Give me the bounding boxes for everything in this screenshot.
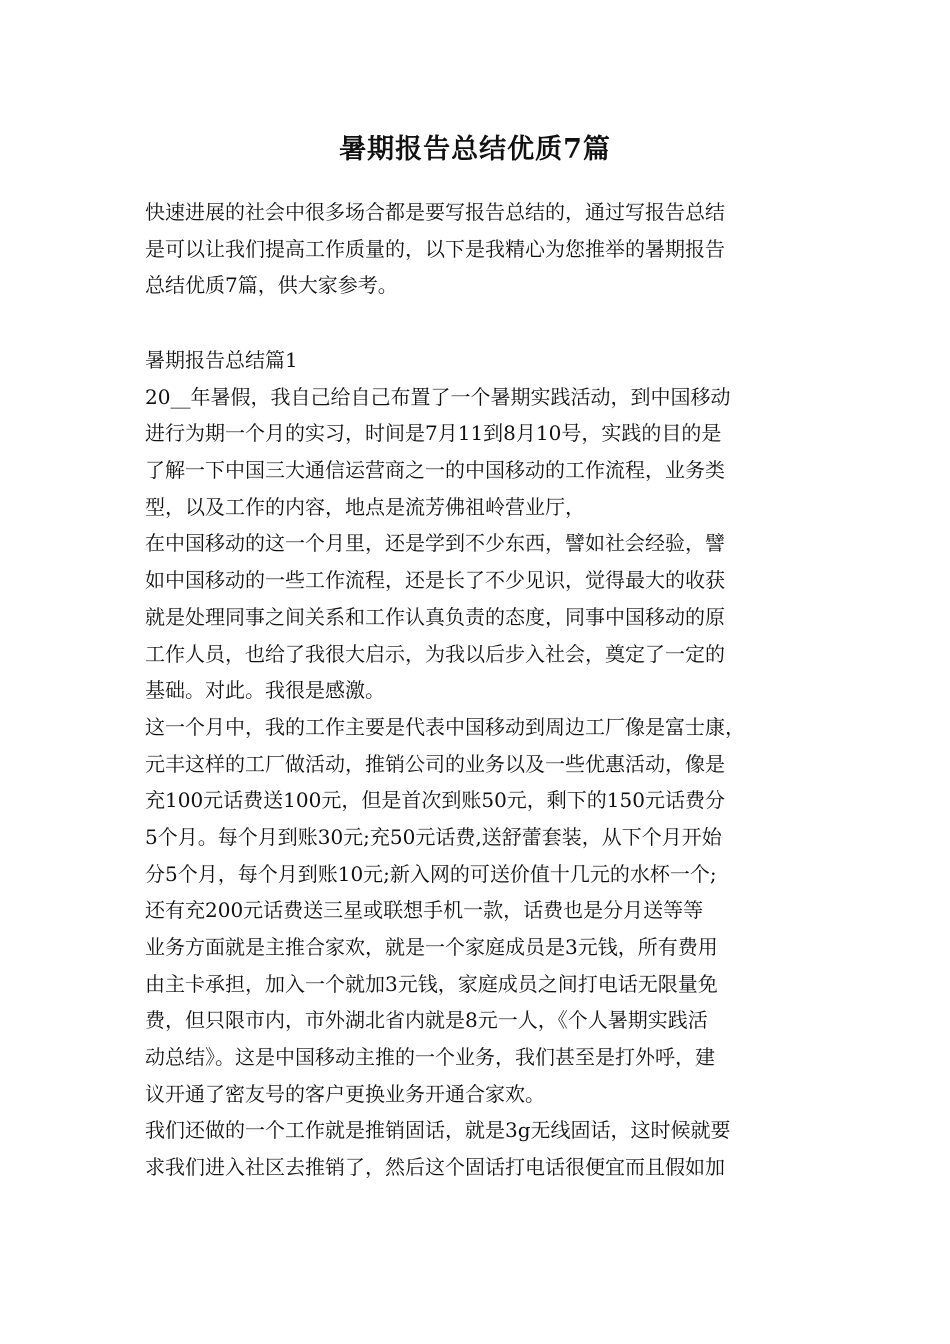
text-line: 5个月。每个月到账30元;充50元话费,送舒蕾套装，从下个月开始: [145, 824, 722, 849]
text-line: 元丰这样的工厂做活动，推销公司的业务以及一些优惠活动，像是: [145, 751, 725, 776]
text-line: 工作人员，也给了我很大启示，为我以后步入社会，奠定了一定的: [145, 641, 725, 666]
text-line: 求我们进入社区去推销了，然后这个固话打电话很便宜而且假如加: [145, 1155, 725, 1180]
text-line: 分5个月，每个月到账10元;新入网的可送价值十几元的水杯一个;: [145, 861, 717, 886]
document-title: 暑期报告总结优质7篇: [339, 134, 611, 165]
text-line: 总结优质7篇，供大家参考。: [145, 273, 398, 298]
article-body: [145, 342, 815, 1186]
text-line: 费，但只限市内，市外湖北省内就是8元一人，《个人暑期实践活: [145, 1008, 708, 1033]
text-line: 我们还做的一个工作就是推销固话，就是3g无线固话，这时候就要: [145, 1118, 731, 1143]
text-line: 了解一下中国三大通信运营商之一的中国移动的工作流程，业务类: [145, 458, 725, 483]
section-heading: 暑期报告总结篇1: [145, 348, 298, 372]
text-line: 动总结》。这是中国移动主推的一个业务，我们甚至是打外呼，建: [145, 1045, 715, 1070]
intro-paragraph: [145, 194, 815, 304]
text-line: 是可以让我们提高工作质量的，以下是我精心为您推举的暑期报告: [145, 236, 725, 261]
text-line: 在中国移动的这一个月里，还是学到不少东西，譬如社会经验，譬: [145, 531, 725, 556]
text-line: 议开通了密友号的客户更换业务开通合家欢。: [145, 1081, 545, 1106]
text-line: 由主卡承担，加入一个就加3元钱，家庭成员之间打电话无限量免: [145, 971, 718, 996]
text-line: 快速进展的社会中很多场合都是要写报告总结的，通过写报告总结: [145, 200, 725, 224]
text-line: 基础。对此。我很是感激。: [145, 678, 385, 703]
text-line: 充100元话费送100元，但是首次到账50元，剩下的150元话费分: [145, 788, 725, 813]
text-line: 20__年暑假，我自己给自己布置了一个暑期实践活动，到中国移动: [145, 384, 731, 409]
text-line: 这一个月中，我的工作主要是代表中国移动到周边工厂像是富士康，: [145, 714, 745, 739]
text-line: 如中国移动的一些工作流程，还是长了不少见识，觉得最大的收获: [145, 568, 725, 593]
text-line: 就是处理同事之间关系和工作认真负责的态度，同事中国移动的原: [145, 604, 725, 629]
text-line: 业务方面就是主推合家欢，就是一个家庭成员是3元钱，所有费用: [145, 935, 718, 959]
text-line: 进行为期一个月的实习，时间是7月11到8月10号，实践的目的是: [145, 421, 722, 446]
text-line: 型，以及工作的内容，地点是流芳佛祖岭营业厅，: [145, 494, 585, 519]
text-line: 还有充200元话费送三星或联想手机一款，话费也是分月送等等: [145, 898, 704, 923]
